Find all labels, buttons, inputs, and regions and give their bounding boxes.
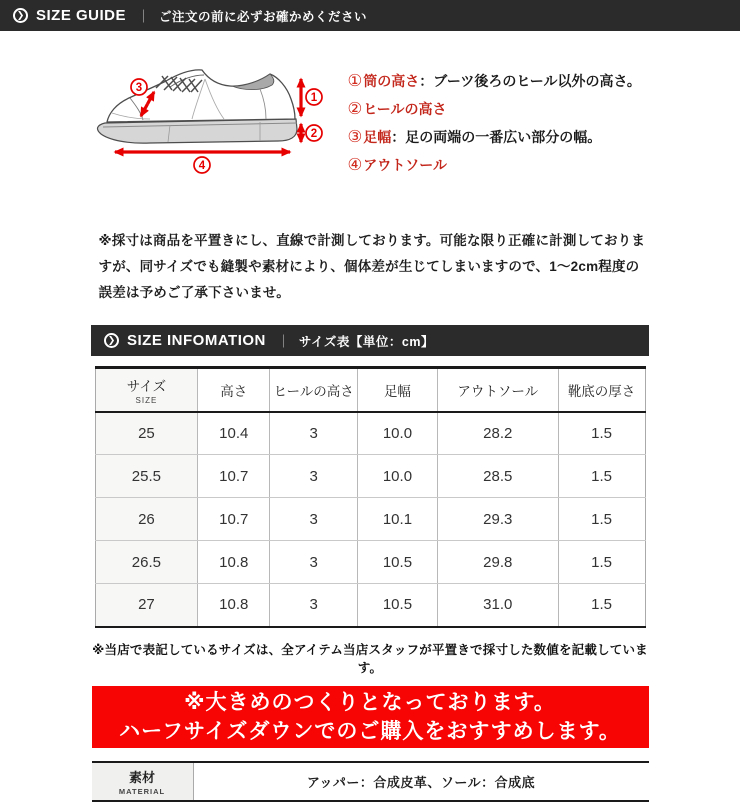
size-information-bar (91, 325, 649, 356)
table-cell: 10.7 (198, 498, 270, 541)
table-cell: 10.8 (198, 541, 270, 584)
table-cell: 10.5 (358, 541, 438, 584)
table-cell: 3 (270, 412, 358, 455)
column-header-sub: SIZE (135, 395, 158, 405)
measurement-note: ※採寸は商品を平置きにし、直線で計測しております。可能な限り正確に計測しておりますが、同サイズでも縫製や素材により、個体差が生じてしまいますので、1〜2cm程度の誤差は予めご了承下さいませ。 (98, 233, 646, 300)
circle-arrow-icon: ❯ (13, 8, 28, 23)
table-cell: 25 (95, 412, 198, 455)
column-header: サイズ SIZE (95, 368, 198, 412)
marker-2: 2 (310, 128, 317, 140)
table-cell: 29.3 (437, 498, 558, 541)
size-advisory-banner (92, 686, 649, 748)
shoe-sole (97, 119, 296, 143)
heel-collar (232, 74, 274, 90)
table-cell: 10.0 (358, 455, 438, 498)
table-cell: 3 (270, 498, 358, 541)
table-cell: 29.8 (437, 541, 558, 584)
table-cell: 10.4 (198, 412, 270, 455)
size-table-header-row (95, 368, 645, 412)
table-row (95, 541, 645, 584)
table-cell: 25.5 (95, 455, 198, 498)
table-cell: 31.0 (437, 584, 558, 627)
legend-num: ② (347, 100, 363, 118)
shoe-illustration (92, 57, 344, 185)
shoe-measure-diagram (92, 57, 649, 209)
legend-num: ③ (347, 128, 363, 146)
table-row (95, 498, 645, 541)
bar-separator: ｜ (276, 334, 290, 349)
shoe-upper (107, 70, 295, 122)
legend-lbl: 筒の高さ (363, 73, 420, 89)
column-header: 高さ (198, 368, 270, 412)
legend-item-2 (348, 95, 641, 123)
table-cell: 3 (270, 541, 358, 584)
material-table (92, 761, 649, 802)
size-table (95, 366, 646, 628)
legend-lbl: 足幅 (363, 129, 392, 145)
material-value: アッパー：合成皮革、ソール：合成底 (306, 774, 536, 790)
column-header: ヒールの高さ (270, 368, 358, 412)
table-row (95, 584, 645, 627)
table-cell: 1.5 (558, 541, 645, 584)
legend-dsc: ：ブーツ後ろのヒール以外の高さ。 (419, 73, 641, 89)
column-header: 靴底の厚さ (558, 368, 645, 412)
legend-lbl: アウトソール (363, 157, 448, 173)
marker-1: 1 (310, 92, 317, 104)
circle-arrow-icon: ❯ (104, 333, 119, 348)
table-row (95, 412, 645, 455)
size-information-subtitle: サイズ表【単位：cm】 (298, 334, 434, 349)
legend-dsc: ：足の両端の一番広い部分の幅。 (391, 129, 602, 145)
legend-num: ① (347, 72, 363, 90)
material-label-en: MATERIAL (118, 786, 166, 796)
size-guide-title: SIZE GUIDE (36, 7, 127, 24)
marker-4: 4 (198, 160, 205, 172)
table-cell: 1.5 (558, 584, 645, 627)
marker-3: 3 (135, 82, 142, 94)
table-cell: 10.8 (198, 584, 270, 627)
column-header: アウトソール (437, 368, 558, 412)
table-cell: 1.5 (558, 455, 645, 498)
table-cell: 3 (270, 455, 358, 498)
table-cell: 28.5 (437, 455, 558, 498)
legend-lbl: ヒールの高さ (363, 101, 447, 117)
size-information-title: SIZE INFOMATION (127, 332, 266, 349)
banner-line-1: ※大きめのつくりとなっております。 (184, 690, 556, 714)
material-label: 素材 (128, 769, 155, 785)
material-label-cell (92, 763, 194, 800)
size-guide-bar (0, 0, 740, 31)
table-cell: 26 (95, 498, 198, 541)
column-header: 足幅 (358, 368, 438, 412)
table-cell: 10.1 (358, 498, 438, 541)
table-cell: 1.5 (558, 498, 645, 541)
banner-line-2: ハーフサイズダウンでのご購入をおすすめします。 (119, 719, 621, 743)
table-cell: 10.0 (358, 412, 438, 455)
table-cell: 28.2 (437, 412, 558, 455)
table-cell: 10.5 (358, 584, 438, 627)
table-cell: 26.5 (95, 541, 198, 584)
table-cell: 10.7 (198, 455, 270, 498)
bar-separator: ｜ (137, 9, 151, 24)
diagram-legend (348, 57, 641, 209)
legend-item-4 (348, 151, 641, 179)
table-cell: 1.5 (558, 412, 645, 455)
legend-num: ④ (347, 156, 363, 174)
table-note: ※当店で表記しているサイズは、全アイテム当店スタッフが平置きで採寸した数値を記載しています。 (92, 642, 648, 675)
size-guide-subtitle: ご注文の前に必ずお確かめください (159, 9, 368, 24)
table-row (95, 455, 645, 498)
table-cell: 27 (95, 584, 198, 627)
legend-item-1 (348, 67, 641, 95)
table-cell: 3 (270, 584, 358, 627)
size-table-body (95, 412, 645, 627)
legend-item-3 (348, 123, 641, 151)
